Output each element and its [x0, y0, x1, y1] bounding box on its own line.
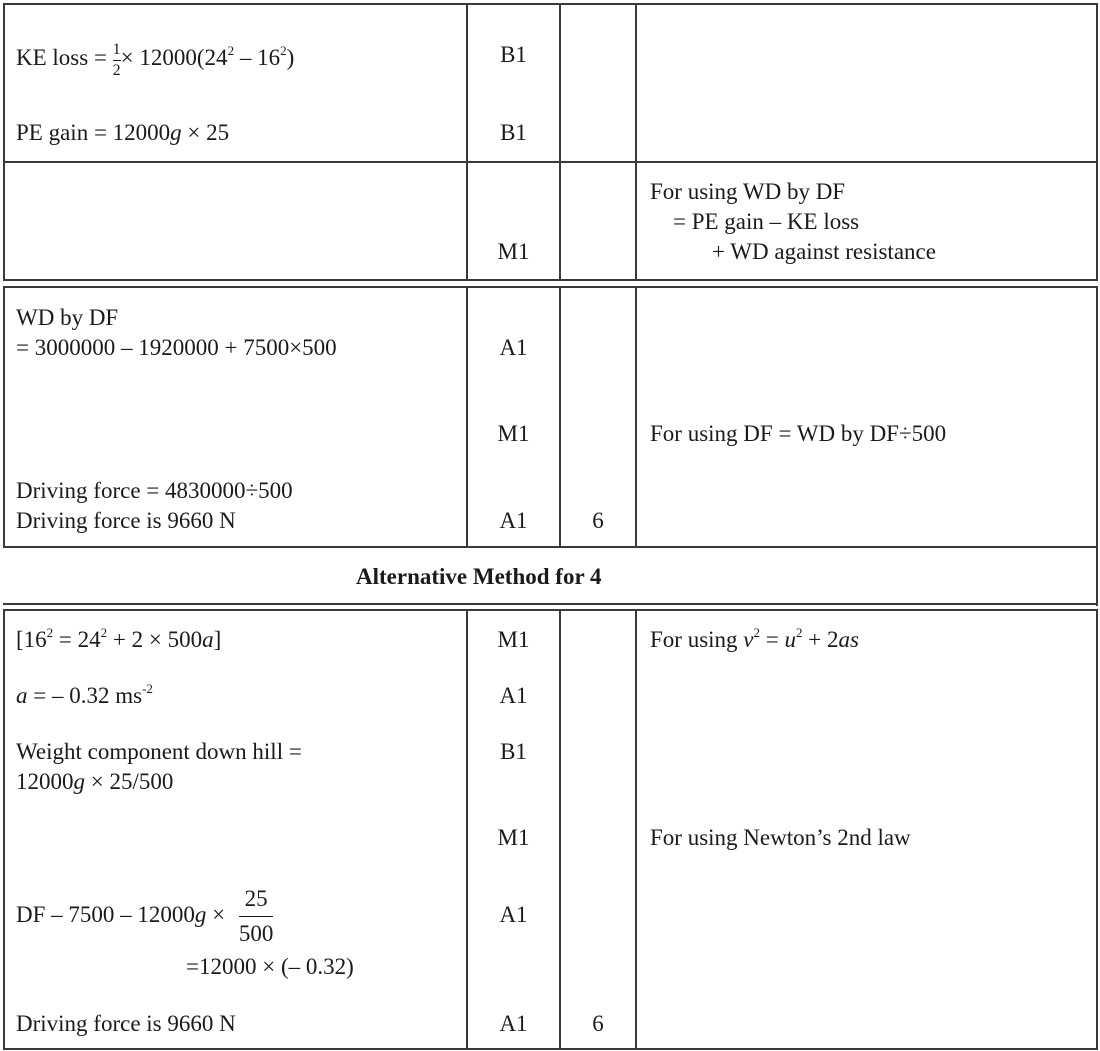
mark-cell: M1 [497, 825, 530, 850]
pe-gain-working: PE gain = 12000g × 25 [16, 120, 230, 145]
mark-cell: A1 [499, 1011, 528, 1036]
section-bottom-border [3, 546, 1098, 548]
table-border-right [1096, 3, 1098, 281]
mark-cell: M1 [497, 627, 530, 652]
mark-cell: A1 [499, 335, 528, 360]
wd-by-df-line: WD by DF [16, 305, 119, 330]
gradient-fraction: $\frac{25}{500}$ [238, 886, 274, 947]
mark-cell: B1 [500, 42, 527, 67]
comment-line: + WD against resistance [712, 239, 936, 264]
alt-band-bottom-border [3, 603, 1098, 605]
weight-component-line: 12000g × 25/500 [16, 769, 174, 794]
column-divider-mark [559, 3, 561, 281]
mark-cell: M1 [497, 421, 530, 446]
mark-cell: A1 [499, 902, 528, 927]
newton-equation-line2: =12000 × (– 0.32) [186, 954, 354, 979]
mark-cell: M1 [497, 239, 530, 264]
comment-line: = PE gain – KE loss [673, 209, 860, 234]
table-border-left [3, 3, 5, 281]
alternative-method-heading: Alternative Method for 4 [356, 564, 602, 589]
comment-line: For using DF = WD by DF÷500 [650, 421, 947, 446]
section-top-border [3, 609, 1098, 611]
ke-loss-working: KE loss = $\frac{1}{2}$ × $12000(24^2 - 16^2)$ [16, 41, 295, 79]
acceleration-working: a = – 0.32 $ms^{-2}$ [16, 681, 153, 708]
comment-line: For using WD by DF [650, 179, 846, 204]
table-border-left [3, 286, 5, 548]
mark-cell: B1 [500, 120, 527, 145]
driving-force-line: Driving force is 9660 N [16, 508, 236, 533]
mark-cell: A1 [499, 508, 528, 533]
table-border-right [1096, 609, 1098, 1050]
row-divider [3, 161, 1098, 163]
driving-force-result: Driving force is 9660 N [16, 1011, 236, 1036]
section-divider-upper [3, 279, 1098, 281]
column-divider-total [635, 286, 637, 548]
column-divider-total [635, 609, 637, 1050]
half-fraction: $\frac{1}{2}$ [112, 41, 121, 79]
section-divider-lower [3, 286, 1098, 288]
total-cell: 6 [592, 1011, 604, 1036]
table-border-bottom [3, 1048, 1098, 1050]
table-border-right [1096, 546, 1098, 606]
table-border-left [3, 609, 5, 1050]
newton-equation-working: DF – 7500 – 12000g × $\frac{25}{500}$ [16, 880, 273, 950]
column-divider-total [635, 3, 637, 281]
suvat-working: $[16^2 = 24^2 + 2 \times 500a]$ [16, 625, 222, 652]
wd-by-df-line: = 3000000 – 1920000 + 7500×500 [16, 335, 337, 360]
comment-line: For using Newton’s 2nd law [650, 825, 911, 850]
table-border-top [3, 3, 1098, 5]
column-divider-mark [559, 609, 561, 1050]
table-border-right [1096, 286, 1098, 548]
mark-cell: B1 [500, 739, 527, 764]
total-cell: 6 [592, 508, 604, 533]
driving-force-line: Driving force = 4830000÷500 [16, 478, 293, 503]
mark-cell: A1 [499, 683, 528, 708]
weight-component-line: Weight component down hill = [16, 739, 302, 764]
comment-line: For using $v^2 = u^2 + 2as$ [650, 625, 859, 652]
